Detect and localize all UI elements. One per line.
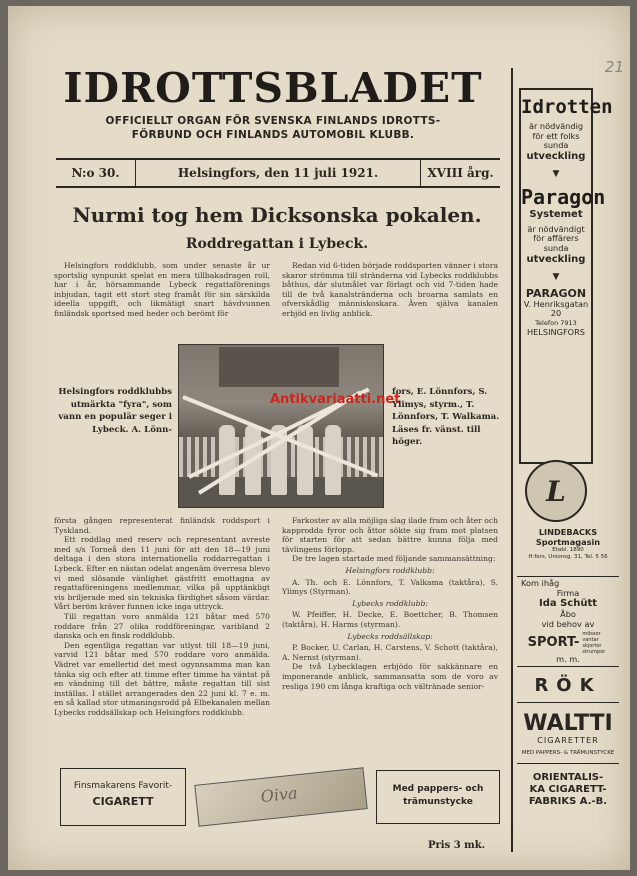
volume-year: XVIII årg. xyxy=(420,160,500,186)
triangle-icon: ▼ xyxy=(552,271,560,282)
article-paragraph: De två Lybecklagen erbjödo för sakkännare en imponerande anblick, sammansatta som de voro av resliga 190 cm långa kraftiga och vältränade senior- xyxy=(282,662,498,691)
paragon-ad xyxy=(519,88,613,464)
ad-text: Finsmakarens Favorit- xyxy=(73,781,173,791)
ad-text: sunda xyxy=(543,140,569,151)
ad-text: KA CIGARETT- xyxy=(529,783,607,795)
photo-caption-right: fors, E. Lönnfors, S. Ylimys, styrm., T. Lönnfors, T. Walkama. Läses fr. vänst. till höger. xyxy=(392,387,500,448)
ad-text: MED PAPPERS- & TRÄMUNSTYCKE xyxy=(521,749,615,756)
issue-info-bar xyxy=(56,158,500,188)
photo-caption-left: Helsingfors roddklubbs utmärkta "fyra", som vann en populär seger i Lybeck. A. Lönn- xyxy=(58,387,172,435)
ad-text: ORIENTALIS- xyxy=(532,771,604,783)
article-paragraph: Redan vid 6-tiden började roddsporten vänner i stora skaror strömma till stränderna vid Lybecks roddklubbs båthus, där slutmålet var förlagt och vid 7-tiden hade till de två kanalstränderna och broarna samlats en ofverskådlig människoskara. Även själva kanalen erbjöd en livlig anblick. xyxy=(282,261,498,318)
ad-headline: Paragon xyxy=(521,184,606,209)
masthead-subtitle-1: OFFICIELLT ORGAN FÖR SVENSKA FINLANDS IDROTTS- xyxy=(105,115,441,127)
corner-pencil-note: 21 xyxy=(604,58,624,76)
cigarette-box-image xyxy=(194,767,367,827)
ad-headline: Idrotten xyxy=(521,96,613,118)
ad-text: LINDEBACKS xyxy=(538,527,598,537)
ad-text: för affärers xyxy=(533,233,579,244)
ad-text: PARAGON xyxy=(525,286,587,300)
ad-text: mössor vantar skjortor strumpor xyxy=(582,631,606,656)
team-roster: W. Pfeiffer, H. Decke, E. Boettcher, B. Thomsen (taktåra), H. Harms (styrman). xyxy=(282,610,498,629)
article-headline: Nurmi tog hem Dicksonska pokalen. xyxy=(72,203,482,227)
team-roster: P. Bocker, U. Carlan, H. Carstens, V. Schott (taktåra), A. Nernst (styrman). xyxy=(282,643,498,662)
team-heading: Helsingfors roddklubb: xyxy=(345,565,435,575)
article-paragraph: Ett roddlag med reserv och representant avreste med s/s Torneå den 11 juni för att den 18—19 juni deltaga i den stora internationella roddarregattan i Lybeck. Efter en nästan odelat angenäm överresa blevo vi med slösande vänlighet gästfritt emottagna av regattaföreningens medlemmar, vilka på upptänkligt vis briljerade med sin tekniska färdighet såsom värdar. Vårt beröm kräver funnen icke inga uttryck. xyxy=(54,535,270,612)
article-paragraph: Den egentliga regattan var utlyst till 18—19 juni, varvid 121 båtar med 570 roddare voro anmälda. Vädret var emellertid det mest ogynnsamma man kan tänka sig och efter att timme efter timme ha väntat på en vändning till det bättre, måste regattan till sist inställas. I stället arrangerades den 22 juni kl. 7 e. m. en så kallad stor utmaningsrodd på Elbekanalen mellan Lybecks roddsällskap och Helsingfors roddklubb. xyxy=(54,640,270,717)
ad-text: Med pappers- och xyxy=(392,784,484,794)
article-paragraph: De tre lagen startade med följande sammansättning: xyxy=(292,554,496,564)
masthead-subtitle-2: FÖRBUND OCH FINLANDS AUTOMOBIL KLUBB. xyxy=(131,129,415,141)
ad-text: CIGARETTER xyxy=(537,735,599,745)
lindebacks-logo xyxy=(525,460,587,522)
ad-headline: WALTTI xyxy=(523,711,613,736)
article-paragraph: Farkoster av alla möjliga slag ilade fram och åter och kapprodda fyror och åttor sökte sig fram mot platsen för starten för att sedan bättre kunna följa med tävlingens förlopp. xyxy=(282,516,498,554)
ad-text: är nödvändigt xyxy=(527,223,585,234)
rowing-team-photo xyxy=(178,344,384,508)
ad-headline: RÖK xyxy=(534,675,602,696)
article-col-top-right xyxy=(282,261,498,319)
advert-sidebar xyxy=(511,68,621,852)
ad-text: sunda xyxy=(543,242,569,253)
ad-text: Åbo xyxy=(560,609,576,620)
team-heading: Lybecks roddsällskap: xyxy=(347,631,433,641)
article-col-top-left xyxy=(54,261,270,319)
ad-text: H:fors, Unionsg. 31, Tel. 5 56 xyxy=(528,554,608,561)
team-heading: Lybecks roddklubb: xyxy=(352,598,428,608)
ad-text: utveckling xyxy=(526,150,586,162)
ad-text: Systemet xyxy=(529,208,583,220)
article-paragraph: Helsingfors roddklubb, som under senaste år ur sportslig synpunkt spelat en mera tillbakadragen roll, har i år, hörsammande Lybeck regattaförenings inbjudan, tagit ett stort steg framåt för sin särskilda ideella uppgift, och likmätigt snart hävdvunnen finländsk sportsed med heder och berömt för xyxy=(54,261,270,318)
ad-text: utveckling xyxy=(526,253,586,265)
ad-phone: Telefon 7913 xyxy=(535,318,577,327)
ad-address: V. Henriksgatan 20 xyxy=(523,298,589,319)
ad-city: HELSINGFORS xyxy=(526,327,585,338)
article-paragraph: Till regattan voro anmälda 121 båtar med 570 roddare från 27 olika roddföreningar, varibland 2 danska och en finsk roddklubb. xyxy=(54,611,270,641)
ad-text: Ida Schütt xyxy=(538,598,598,610)
ida-schutt-ad xyxy=(513,576,623,665)
ad-text: Firma xyxy=(556,587,580,598)
team-roster: A. Th. och E. Lönnfors, T. Valkama (taktåra), S. Ylimys (Styrman). xyxy=(282,577,498,597)
cigarette-brand: Oiva xyxy=(259,783,299,807)
ad-text: Kom ihåg xyxy=(521,578,560,588)
ad-text: är nödvändig xyxy=(528,121,584,131)
article-col-bottom-right xyxy=(282,516,498,691)
article-paragraph: första gången representerat finländsk roddsport i Tyskland. xyxy=(54,516,270,535)
ad-text: Sportmagasin xyxy=(535,536,601,547)
place-date: Helsingfors, den 11 juli 1921. xyxy=(177,166,379,180)
paper-title: IDROTTSBLADET xyxy=(63,64,483,112)
masthead xyxy=(48,66,498,142)
watermark-text: Antikvariaatti.net xyxy=(270,392,401,407)
cigarette-ad-left xyxy=(60,768,186,826)
ad-text: för ett folks xyxy=(532,130,580,141)
logo-letter: L xyxy=(546,474,566,508)
newspaper-page xyxy=(8,6,630,870)
cigarette-ad-mid xyxy=(376,770,500,824)
ad-text: CIGARETT xyxy=(92,795,154,808)
ad-text: vid behov av xyxy=(541,618,595,629)
ad-text: SPORT- xyxy=(527,635,580,651)
ad-text: FABRIKS A.-B. xyxy=(528,795,608,807)
lindebacks-ad xyxy=(513,528,623,561)
article-subhead: Roddregattan i Lybeck. xyxy=(185,236,369,252)
issue-price: Pris 3 mk. xyxy=(428,840,486,851)
waltti-ad xyxy=(513,666,623,808)
triangle-icon: ▼ xyxy=(552,168,560,179)
article-col-bottom-left xyxy=(54,516,270,717)
issue-number: N:o 30. xyxy=(56,160,136,186)
ad-text: trämunstycke xyxy=(403,797,473,807)
ad-text: Etabl. 1890 xyxy=(552,547,584,554)
ad-text: m. m. xyxy=(556,654,580,665)
